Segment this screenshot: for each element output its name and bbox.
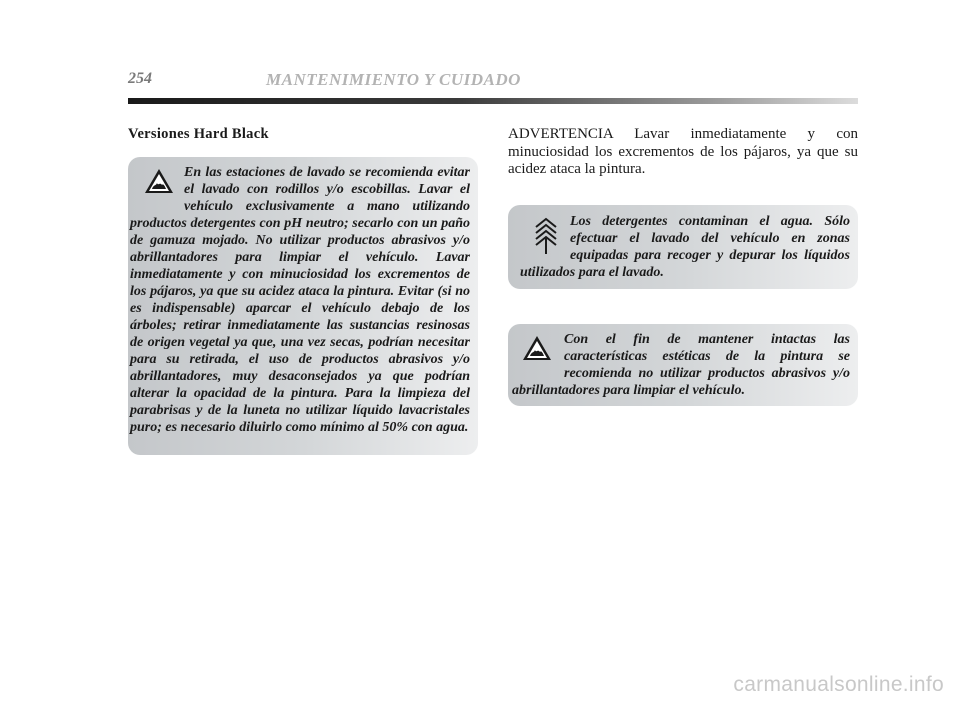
page-number: 254 [128, 70, 152, 87]
warning-triangle-icon [512, 331, 558, 375]
warning-box-text: En las estaciones de lavado se recomienda evitar el lavado con rodillos y/o escobillas. Lavar el vehículo exclusivamente a mano utilizando productos detergentes con pH neutro; secarlo con un paño de gamuza mojado. No utilizar productos abrasivos y/o abrillantadores para limpiar el vehículo. Lavar inmediatamente y con minuciosidad los excrementos de los pájaros, ya que su acidez ataca la pintura. Evitar (si no es indispensable) aparcar el vehículo debajo de los árboles; retirar inmediatamente las sustancias resinosas de origen vegetal ya que, una vez secas, podrían necesitar para su retirada, el uso de productos abrasivos y/o abrillantadores, muy desaconsejados ya que podrían alterar la opacidad de la pintura. Para la limpieza del parabrisas y de la luneta no utilizar líquido lavacristales puro; es necesario diluirlo como mínimo al 50% con agua. [130, 165, 470, 435]
section-heading: Versiones Hard Black [128, 126, 269, 142]
environment-box-text: Los detergentes contaminan el agua. Sólo efectuar el lavado del vehículo en zonas equipadas para recoger y depurar los líquidos utilizados para el lavado. [520, 214, 850, 280]
warning-box-text: Con el fin de mantener intactas las características estéticas de la pintura se recomienda no utilizar productos abrasivos y/o abrillantadores para limpiar el vehículo. [512, 332, 850, 398]
warning-box-paint [508, 324, 858, 406]
environment-box [508, 205, 858, 289]
running-title: MANTENIMIENTO Y CUIDADO [266, 70, 521, 89]
advertencia-paragraph: ADVERTENCIA Lavar inmediatamente y con minuciosidad los excrementos de los pájaros, ya que su acidez ataca la pintura. [508, 126, 858, 177]
header-rule [128, 98, 858, 104]
warning-box-hard-black [128, 157, 478, 455]
page-header [128, 70, 858, 94]
watermark: carmanualsonline.info [733, 673, 944, 696]
warning-triangle-icon [130, 164, 180, 208]
environment-chevrons-icon [520, 213, 566, 257]
